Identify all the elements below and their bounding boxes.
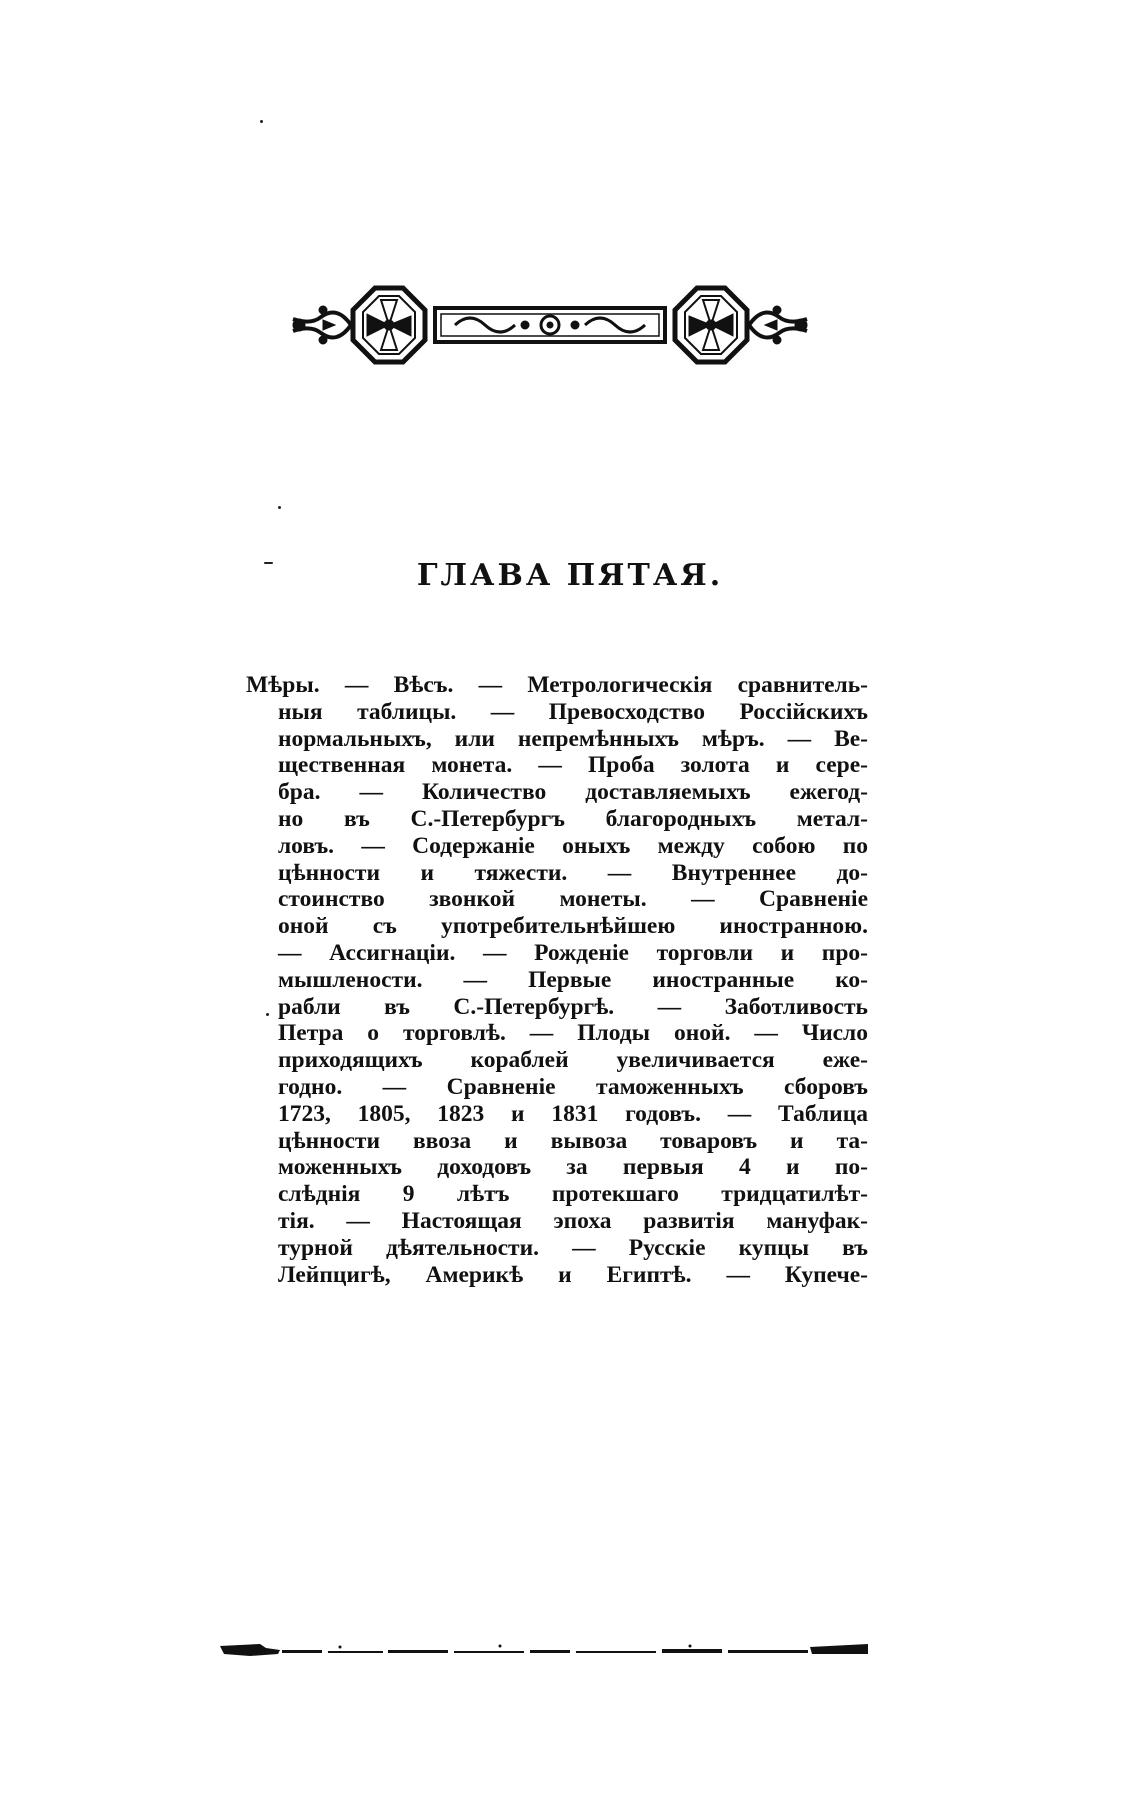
summary-line: слѣднія 9 лѣтъ протекшаго тридцатилѣт- xyxy=(278,1181,868,1208)
chapter-title: ГЛАВА ПЯТАЯ. xyxy=(416,558,724,593)
summary-line: ныя таблицы. — Превосходство Россійскихъ xyxy=(278,698,868,725)
summary-line: рабли въ С.-Петербургѣ. — Заботливость xyxy=(278,993,868,1020)
summary-line: ловъ. — Содержаніе оныхъ между собою по xyxy=(278,832,868,859)
chapter-summary xyxy=(246,672,868,1288)
summary-line: 1723, 1805, 1823 и 1831 годовъ. — Таблица xyxy=(278,1100,868,1127)
summary-line: Мѣры. — Вѣсъ. — Метрологическія сравнитель- xyxy=(246,672,868,698)
summary-line: нормальныхъ, или непремѣнныхъ мѣръ. — Ве- xyxy=(278,725,868,752)
summary-line: оной съ употребительнѣйшею иностранною. xyxy=(278,913,868,940)
summary-line: мышлености. — Первые иностранные ко- xyxy=(278,966,868,993)
summary-line: тія. — Настоящая эпоха развитія мануфак- xyxy=(278,1207,868,1234)
ornamental-headpiece xyxy=(285,280,815,370)
scan-speck xyxy=(260,120,263,123)
summary-line: Петра о торговлѣ. — Плоды оной. — Число xyxy=(278,1020,868,1047)
summary-line: но въ С.-Петербургъ благородныхъ метал- xyxy=(278,805,868,832)
summary-line: моженныхъ доходовъ за первыя 4 и по- xyxy=(278,1154,868,1181)
summary-line: — Ассигнаціи. — Рожденіе торговли и про- xyxy=(278,939,868,966)
summary-line: Лейпцигѣ, Америкѣ и Египтѣ. — Купече- xyxy=(278,1261,868,1288)
summary-line: цѣнности ввоза и вывоза товаровъ и та- xyxy=(278,1127,868,1154)
summary-line: бра. — Количество доставляемыхъ ежегод- xyxy=(278,779,868,806)
summary-line: цѣнности и тяжести. — Внутреннее до- xyxy=(278,859,868,886)
summary-line: годно. — Сравненіе таможенныхъ сборовъ xyxy=(278,1073,868,1100)
scan-speck xyxy=(278,506,281,509)
summary-line: щественная монета. — Проба золота и сере- xyxy=(278,752,868,779)
footer-rule xyxy=(220,1638,868,1662)
summary-line: турной дѣятельности. — Русскіе купцы въ xyxy=(278,1234,868,1261)
summary-line: стоинство звонкой монеты. — Сравненіе xyxy=(278,886,868,913)
summary-line: приходящихъ кораблей увеличивается еже- xyxy=(278,1047,868,1074)
